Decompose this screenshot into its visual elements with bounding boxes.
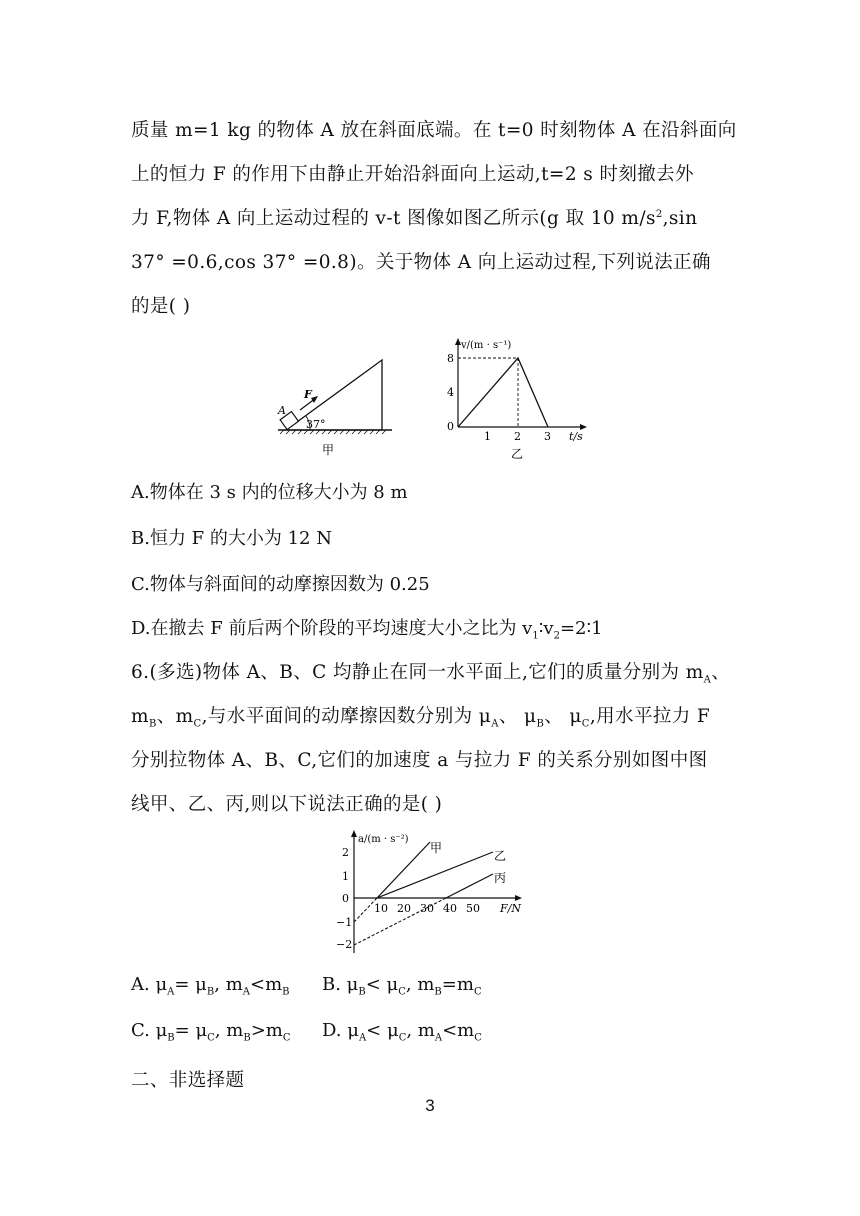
af-ytick-0: 0 <box>342 892 349 905</box>
figure-incline <box>270 350 400 460</box>
vt-ylabel: v/(m · s⁻¹) <box>461 340 512 351</box>
vt-ytick-8: 8 <box>447 352 454 365</box>
af-series-bing <box>446 874 493 898</box>
q5-line-4: 37° =0.6,cos 37° =0.8)。关于物体 A 向上运动过程,下列说法正确 <box>131 252 711 273</box>
q5-line-3: 力 F,物体 A 向上运动过程的 v-t 图像如图乙所示(g 取 10 $m/s^2,\sin$ <box>131 208 698 229</box>
vt-ytick-0: 0 <box>447 420 454 433</box>
af-xtick-10: 10 <box>374 902 388 915</box>
af-xlabel: F/N <box>500 902 521 915</box>
vt-series-line <box>458 358 548 427</box>
section-heading: 二、非选择题 <box>131 1070 245 1091</box>
q5-line-1: 质量 m=1 kg 的物体 A 放在斜面底端。在 t=0 时刻物体 A 在沿斜面向 <box>131 120 737 141</box>
caption-jia: 甲 <box>322 443 335 457</box>
q6-option-b: B. $\mu_B< \mu_C$, $m_B=m_C$ <box>322 974 482 998</box>
q5-option-a: A.物体在 3 s 内的位移大小为 8 m <box>131 482 408 503</box>
block-label: A <box>278 404 286 417</box>
q6-line-3: 分别拉物体 A、B、C,它们的加速度 a 与拉力 F 的关系分别如图中图 <box>131 750 708 771</box>
q6-line-4: 线甲、乙、丙,则以下说法正确的是( ) <box>131 794 443 815</box>
af-ytick-n1: −1 <box>336 916 353 929</box>
angle-label: 37° <box>306 418 326 431</box>
af-ytick-n2: −2 <box>336 938 353 951</box>
vt-xlabel: t/s <box>569 430 583 443</box>
q5-line-5: 的是( ) <box>131 296 191 317</box>
vt-xtick-3: 3 <box>544 430 551 443</box>
q5-line-2: 上的恒力 F 的作用下由静止开始沿斜面向上运动,t=2 s 时刻撤去外 <box>131 164 694 185</box>
af-xtick-30: 30 <box>420 902 434 915</box>
caption-yi: 乙 <box>511 447 524 461</box>
af-ytick-2: 2 <box>342 846 349 859</box>
figure-vt-graph <box>435 334 595 462</box>
af-label-yi: 乙 <box>494 849 507 863</box>
af-ylabel: a/(m · s⁻²) <box>358 834 409 845</box>
af-xtick-50: 50 <box>466 902 480 915</box>
af-xtick-40: 40 <box>443 902 457 915</box>
af-xtick-20: 20 <box>397 902 411 915</box>
q6-option-c: C. $\mu_B= \mu_C$, $m_B>m_C$ <box>131 1020 291 1044</box>
figure-af-graph <box>330 828 530 958</box>
af-label-bing: 丙 <box>494 871 507 885</box>
q6-line-1: 6.(多选)物体 A、B、C 均静止在同一水平面上,它们的质量分别为 $m_A$、 <box>131 662 731 686</box>
af-label-jia: 甲 <box>430 841 443 855</box>
af-series-jia <box>377 842 430 898</box>
af-series-yi <box>377 852 493 898</box>
vt-xtick-2: 2 <box>514 430 521 443</box>
q5-option-d: D.在撤去 F 前后两个阶段的平均速度大小之比为 $v_1∶v_2=2∶1$ <box>131 618 603 642</box>
page-number: 3 <box>425 1096 435 1115</box>
q6-option-d: D. $\mu_A< \mu_C$, $m_A<m_C$ <box>322 1020 482 1044</box>
q5-option-b: B.恒力 F 的大小为 12 N <box>131 528 332 549</box>
force-label: F <box>304 388 312 401</box>
q5-option-c: C.物体与斜面间的动摩擦因数为 0.25 <box>131 574 430 595</box>
vt-ytick-4: 4 <box>447 386 454 399</box>
af-ytick-1: 1 <box>342 870 349 883</box>
vt-xtick-1: 1 <box>484 430 491 443</box>
q6-option-a: A. $\mu_A= \mu_B$, $m_A<m_B$ <box>131 974 290 998</box>
q6-line-2: $m_B$、$m_C$,与水平面间的动摩擦因数分别为 $\mu_A$、 $\mu_B$、 $\mu_C$,用水平拉力 F <box>131 706 711 730</box>
